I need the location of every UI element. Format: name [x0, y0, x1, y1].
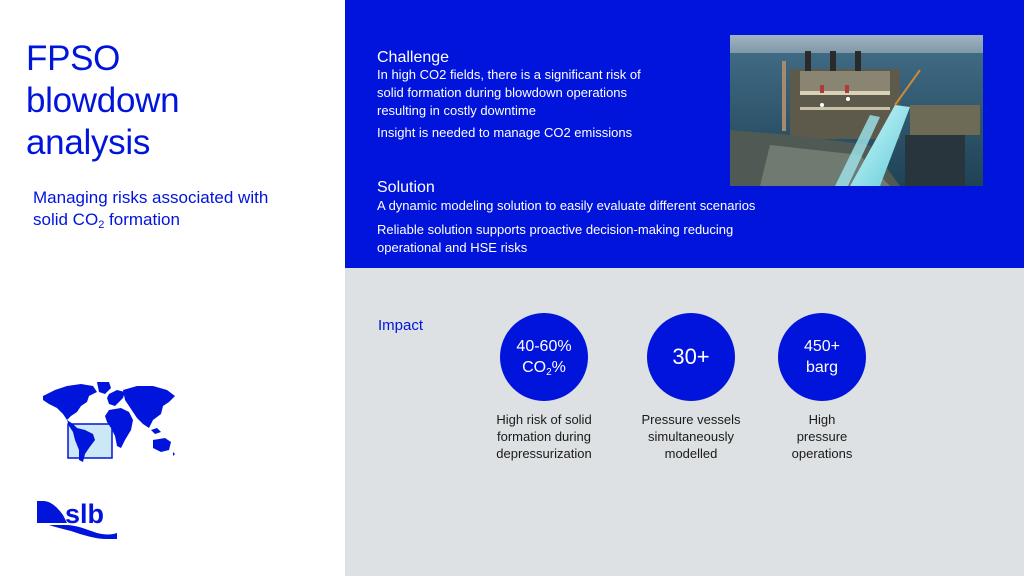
page-subtitle	[33, 187, 268, 231]
text-line: operational and HSE risks	[377, 240, 528, 255]
subtitle-text: formation	[104, 210, 180, 229]
text-line: resulting in costly downtime	[377, 103, 536, 118]
stat-unit	[522, 357, 566, 378]
text-line: solid formation during blowdown operations	[377, 85, 628, 100]
stat-value: 450+	[803, 338, 841, 355]
stat-value: 40-60%	[516, 338, 572, 355]
stat-unit-text: %	[551, 359, 566, 376]
title-line: blowdown	[26, 81, 180, 120]
stat-circle	[500, 313, 588, 401]
world-map-icon	[37, 380, 177, 464]
text-line: Reliable solution supports proactive decision-making reducing	[377, 222, 734, 237]
fpso-photo	[730, 35, 983, 186]
challenge-paragraph-1	[377, 66, 641, 120]
text-line: depressurization	[496, 446, 592, 461]
subscript: 2	[98, 219, 105, 231]
text-line: formation during	[497, 429, 591, 444]
impact-label: Impact	[378, 317, 424, 334]
subtitle-text: solid CO	[33, 210, 99, 229]
logo-text: slb	[65, 499, 105, 529]
subtitle-line	[33, 209, 268, 231]
stat-description	[742, 411, 902, 462]
subscript: 2	[546, 367, 552, 378]
text-line: modelled	[664, 446, 718, 461]
left-panel	[0, 0, 345, 576]
slb-logo	[37, 493, 117, 539]
text-line: High	[808, 412, 836, 427]
stat-unit: barg	[805, 359, 839, 376]
text-line: In high CO2 fields, there is a significant risk of	[377, 67, 641, 82]
subtitle-line: Managing risks associated with	[33, 188, 269, 207]
text-line: pressure	[796, 429, 848, 444]
challenge-heading: Challenge	[377, 49, 450, 66]
title-line: FPSO	[26, 39, 121, 78]
title-line: analysis	[26, 123, 151, 162]
solution-paragraph-1: A dynamic modeling solution to easily evaluate different scenarios	[377, 198, 756, 213]
text-line: High risk of solid	[496, 412, 592, 427]
challenge-paragraph-2: Insight is needed to manage CO2 emissions	[377, 125, 633, 140]
solution-paragraph-2	[377, 221, 733, 257]
text-line: Pressure vessels	[641, 412, 741, 427]
stat-value: 30+	[672, 344, 710, 369]
stat-circle	[778, 313, 866, 401]
page-title	[26, 38, 179, 164]
text-line: simultaneously	[648, 429, 734, 444]
stat-unit-text: CO	[522, 359, 547, 376]
solution-heading: Solution	[377, 179, 435, 196]
stat-circle	[647, 313, 735, 401]
text-line: operations	[791, 446, 853, 461]
stat-description	[464, 411, 624, 462]
